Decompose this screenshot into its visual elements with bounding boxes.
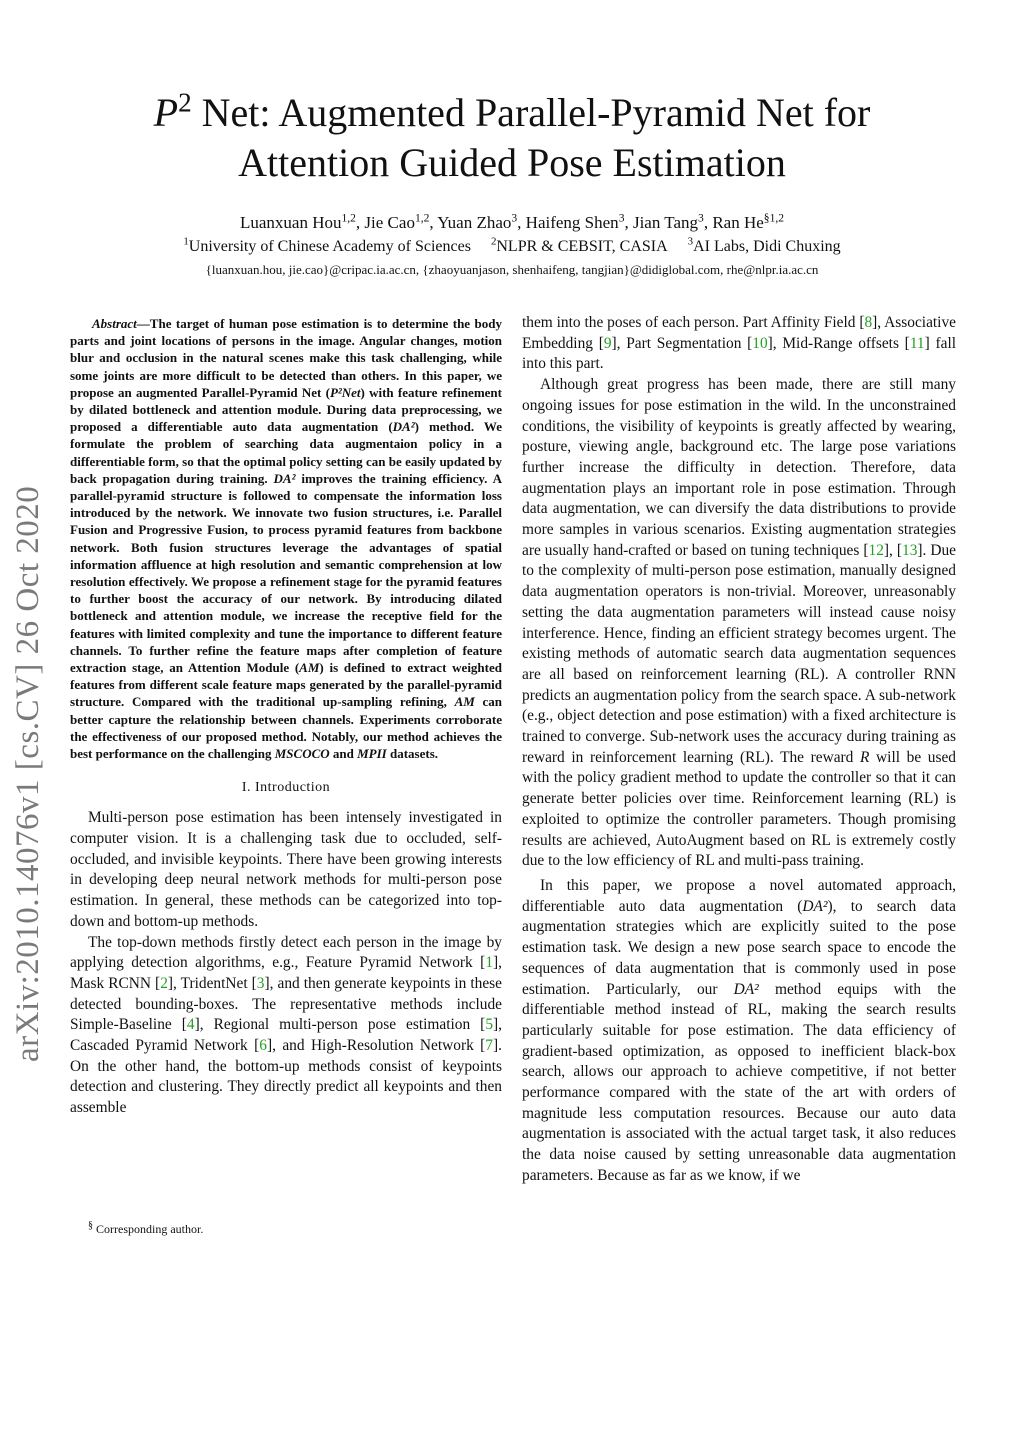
body-paragraph: Although great progress has been made, there are still many ongoing issues for pose estimation in the wild. In the unconstrained conditions, the visibility of keypoints is greatly affected by wearing, posture, viewing angle, background etc. The large pose variations further increase the difficulty in detection. Therefore, data augmentation plays an important role in pose estimation. Through data augmentation, we can diversify the data distributions to provide more samples in various scenarios. Existing augmentation strategies are usually hand-crafted or based on tuning techniques [12], [13]. Due to the complexity of multi-person pose estimation, manually designed data augmentation operators is non-trivial. Moreover, unreasonably setting the data augmentation parameters will instead cause noisy interference. Hence, finding an efficient strategy becomes urgent. The existing methods of automatic search data augmentation sequences are all based on reinforcement learning (RL). A controller RNN predicts an augmentation policy from the search space. A sub-network (e.g., object detection and pose estimation) with a fixed architecture is trained to converge. Sub-network uses the accuracy during training as reward in reinforcement learning (RL). The reward R will be used with the policy gradient method to update the controller so that it can generate better policies over time. Reinforcement learning (RL) is exploited to optimize the controller parameters. Though promising results are achieved, AutoAugment based on RL is extremely costly due to the low efficiency of RL and multi-pass training. xyxy=(522,376,957,870)
body-paragraph: In this paper, we propose a novel automated approach, differentiable auto data augmentation (DA²), to search data augmentation strategies which are explicitly suited to the pose estimation task. We design a new pose search space to encode the sequences of data augmentation that is commonly used in pose estimation. Particularly, our DA² method equips with the differentiable method instead of RL, making the search results particularly suitable for pose estimation. The data efficiency of gradient-based optimization, as opposed to inefficient black-box search, allows our approach to achieve competitive, if not better performance compared with the state of the art with orders of magnitude less computation resources. Because our auto data augmentation is associated with the actual target task, it also reduces the data noise caused by setting unreasonable data augmentation parameters. Because as far as we know, if we xyxy=(522,876,957,1184)
author-emails: {luanxuan.hou, jie.cao}@cripac.ia.ac.cn, {zhaoyuanjason, shenhaifeng, tangjian}@didiglobal.com, rhe@nlpr.ia.ac.cn xyxy=(205,262,819,277)
author-list: Luanxuan Hou$^{1,2}$, Jie Cao$^{1,2}$, Yuan Zhao$^3$, Haifeng Shen$^3$, Jian Tang$^3$, Ran He$^{\S 1,2}$ xyxy=(239,211,785,232)
citation-link[interactable]: 10 xyxy=(752,334,768,352)
left-column xyxy=(70,315,502,1119)
body-paragraph: them into the poses of each person. Part Affinity Field [8], Associative Embedding [9], Part Segmentation [10], Mid-Range offsets [11] fall into this part. xyxy=(522,314,957,373)
section-heading-introduction: I. Introduction xyxy=(241,780,331,796)
right-column xyxy=(522,313,956,1187)
citation-link[interactable]: 13 xyxy=(902,541,918,559)
affiliation: $^1$University of Chinese Academy of Sciences xyxy=(183,235,471,255)
citation-link[interactable]: 9 xyxy=(603,334,612,352)
citation-link[interactable]: 7 xyxy=(485,1037,493,1055)
intro-paragraph: The top-down methods firstly detect each person in the image by applying detection algorithms, e.g., Feature Pyramid Network [1], Mask RCNN [2], TridentNet [3], and then generate keypoints in these detected bounding-boxes. The representative methods include Simple-Baseline [4], Regional multi-person pose estimation [5], Cascaded Pyramid Network [6], and High-Resolution Network [7]. On the other hand, the bottom-up methods consist of keypoints detection and clustering. They directly predict all keypoints and then assemble xyxy=(70,933,503,1117)
title-line-1: $P^2$ Net: Augmented Parallel-Pyramid Net for xyxy=(153,87,871,135)
author: Jie Cao$^{1,2}$ xyxy=(364,211,430,232)
affiliations xyxy=(80,237,944,257)
intro-paragraph: Multi-person pose estimation has been intensely investigated in computer vision. It is a challenging task due to occluded, self-occluded, and invisible keypoints. There have been growing interests in developing deep neural network methods for multi-person pose estimation. In general, these methods can be categorized into top-down and bottom-up methods. xyxy=(70,809,502,930)
citation-link[interactable]: 4 xyxy=(186,1016,195,1034)
abstract: Abstract—The target of human pose estimation is to determine the body parts and joint locations of persons in the image. Angular changes, motion blur and occlusion in the natural scenes make this task challenging, while some joints are more difficult to be detected than others. In this paper, we propose an augmented Parallel-Pyramid Net (P²Net) with feature refinement by dilated bottleneck and attention module. During data preprocessing, we proposed a differentiable auto data augmentation (DA²) method. We formulate the problem of searching data augmentaion policy in a differentiable form, so that the optimal policy setting can be easily updated by back propagation during training. DA² improves the training efficiency. A parallel-pyramid structure is followed to compensate the information loss introduced by the network. We innovate two fusion structures, i.e. Parallel Fusion and Progressive Fusion, to process pyramid features from backbone network. Both fusion structures leverage the advantages of spatial information affluence at high resolution and semantic comprehension at low resolution effectively. We propose a refinement stage for the pyramid features to further boost the accuracy of our network. By introducing dilated bottleneck and attention module, we increase the receptive field for the features with limited complexity and tune the importance to different feature channels. To further refine the feature maps after completion of feature extraction stage, an Attention Module (AM) is defined to extract weighted features from different scale feature maps generated by the parallel-pyramid structure. Compared with the traditional up-sampling refining, AM can better capture the relationship between channels. Experiments corroborate the effectiveness of our proposed method. Notably, our method achieves the best performance on the challenging MSCOCO and MPII datasets. xyxy=(70,316,503,762)
citation-link[interactable]: 6 xyxy=(259,1037,267,1055)
author: Yuan Zhao$^3$ xyxy=(437,211,518,232)
citation-link[interactable]: 8 xyxy=(864,314,873,331)
author: Ran He$^{\S 1,2}$ xyxy=(712,211,785,232)
affiliation: $^2$NLPR & CEBSIT, CASIA xyxy=(490,235,668,255)
citation-link[interactable]: 3 xyxy=(256,974,265,992)
citation-link[interactable]: 12 xyxy=(868,541,884,559)
footnote: § Corresponding author. xyxy=(88,1220,204,1236)
author: Haifeng Shen$^3$ xyxy=(525,211,625,232)
author: Jian Tang$^3$ xyxy=(632,211,704,232)
paper-title xyxy=(80,88,944,188)
author: Luanxuan Hou$^{1,2}$ xyxy=(239,211,356,232)
citation-link[interactable]: 1 xyxy=(485,954,494,972)
affiliation: $^3$AI Labs, Didi Chuxing xyxy=(687,235,841,255)
citation-link[interactable]: 5 xyxy=(485,1016,494,1034)
arxiv-identifier: arXiv:2010.14076v1 [cs.CV] 26 Oct 2020 xyxy=(10,485,46,1062)
citation-link[interactable]: 11 xyxy=(909,334,925,352)
citation-link[interactable]: 2 xyxy=(160,974,168,992)
title-line-2: Attention Guided Pose Estimation xyxy=(238,140,786,185)
